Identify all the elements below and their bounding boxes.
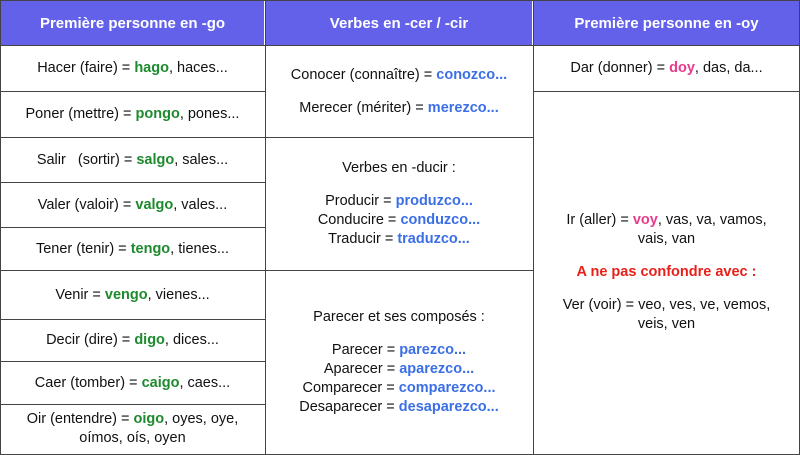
divider-col1 — [0, 319, 266, 320]
row-dar: Dar (donner) = doy, das, da... — [570, 60, 763, 76]
parecer-block: Parecer et ses composés : Parecer = parezco... Aparecer = aparezco... Comparecer = comparezco... Desaparecer = desaparezco... — [299, 308, 499, 415]
row-valer: Valer (valoir) = valgo, vales... — [37, 196, 228, 213]
border-header — [0, 45, 800, 46]
row-salir: Salir (sortir) = salgo, sales... — [36, 152, 229, 168]
border-top — [0, 0, 800, 1]
divider-col2 — [265, 137, 534, 138]
divider-col3 — [533, 91, 800, 92]
divider-col2 — [265, 270, 534, 271]
row-poner: Poner (mettre) = pongo, pones... — [25, 106, 240, 122]
header-go: Première personne en -go — [1, 1, 264, 45]
header-cer-cir: Verbes en -cer / -cir — [266, 1, 532, 45]
ducir-block: Verbes en -ducir : Producir = produzco... Conducire = conduzco... Traducir = traduzco... — [317, 160, 481, 247]
row-venir: Venir = vengo, vienes... — [55, 286, 210, 303]
divider-col1 — [0, 227, 266, 228]
row-oir: Oir (entendre) = oigo, oyes, oye, oímos, oís, oyen — [26, 411, 239, 446]
row-tener: Tener (tenir) = tengo, tienes... — [35, 240, 229, 257]
row-caer: Caer (tomber) = caigo, caes... — [34, 374, 231, 391]
warning-text: A ne pas confondre avec : — [576, 264, 757, 280]
divider-col1 — [0, 361, 266, 362]
divider-col1 — [0, 270, 266, 271]
row-decir: Decir (dire) = digo, dices... — [46, 332, 219, 348]
cer-cir-block: Conocer (connaître) = conozco... Merecer (mériter) = merezco... — [290, 66, 508, 116]
divider-col1 — [0, 182, 266, 183]
divider-col1 — [0, 137, 266, 138]
header-oy: Première personne en -oy — [534, 1, 799, 45]
divider-col1 — [0, 91, 266, 92]
border-col2-col3 — [533, 0, 534, 455]
ir-ver-block: Ir (aller) = voy, vas, va, vamos, vais, van A ne pas confondre avec : Ver (voir) = veo, ves, ve, vemos, veis, ven — [562, 212, 771, 332]
row-hacer: Hacer (faire) = hago, haces... — [37, 60, 228, 76]
divider-col1 — [0, 404, 266, 405]
